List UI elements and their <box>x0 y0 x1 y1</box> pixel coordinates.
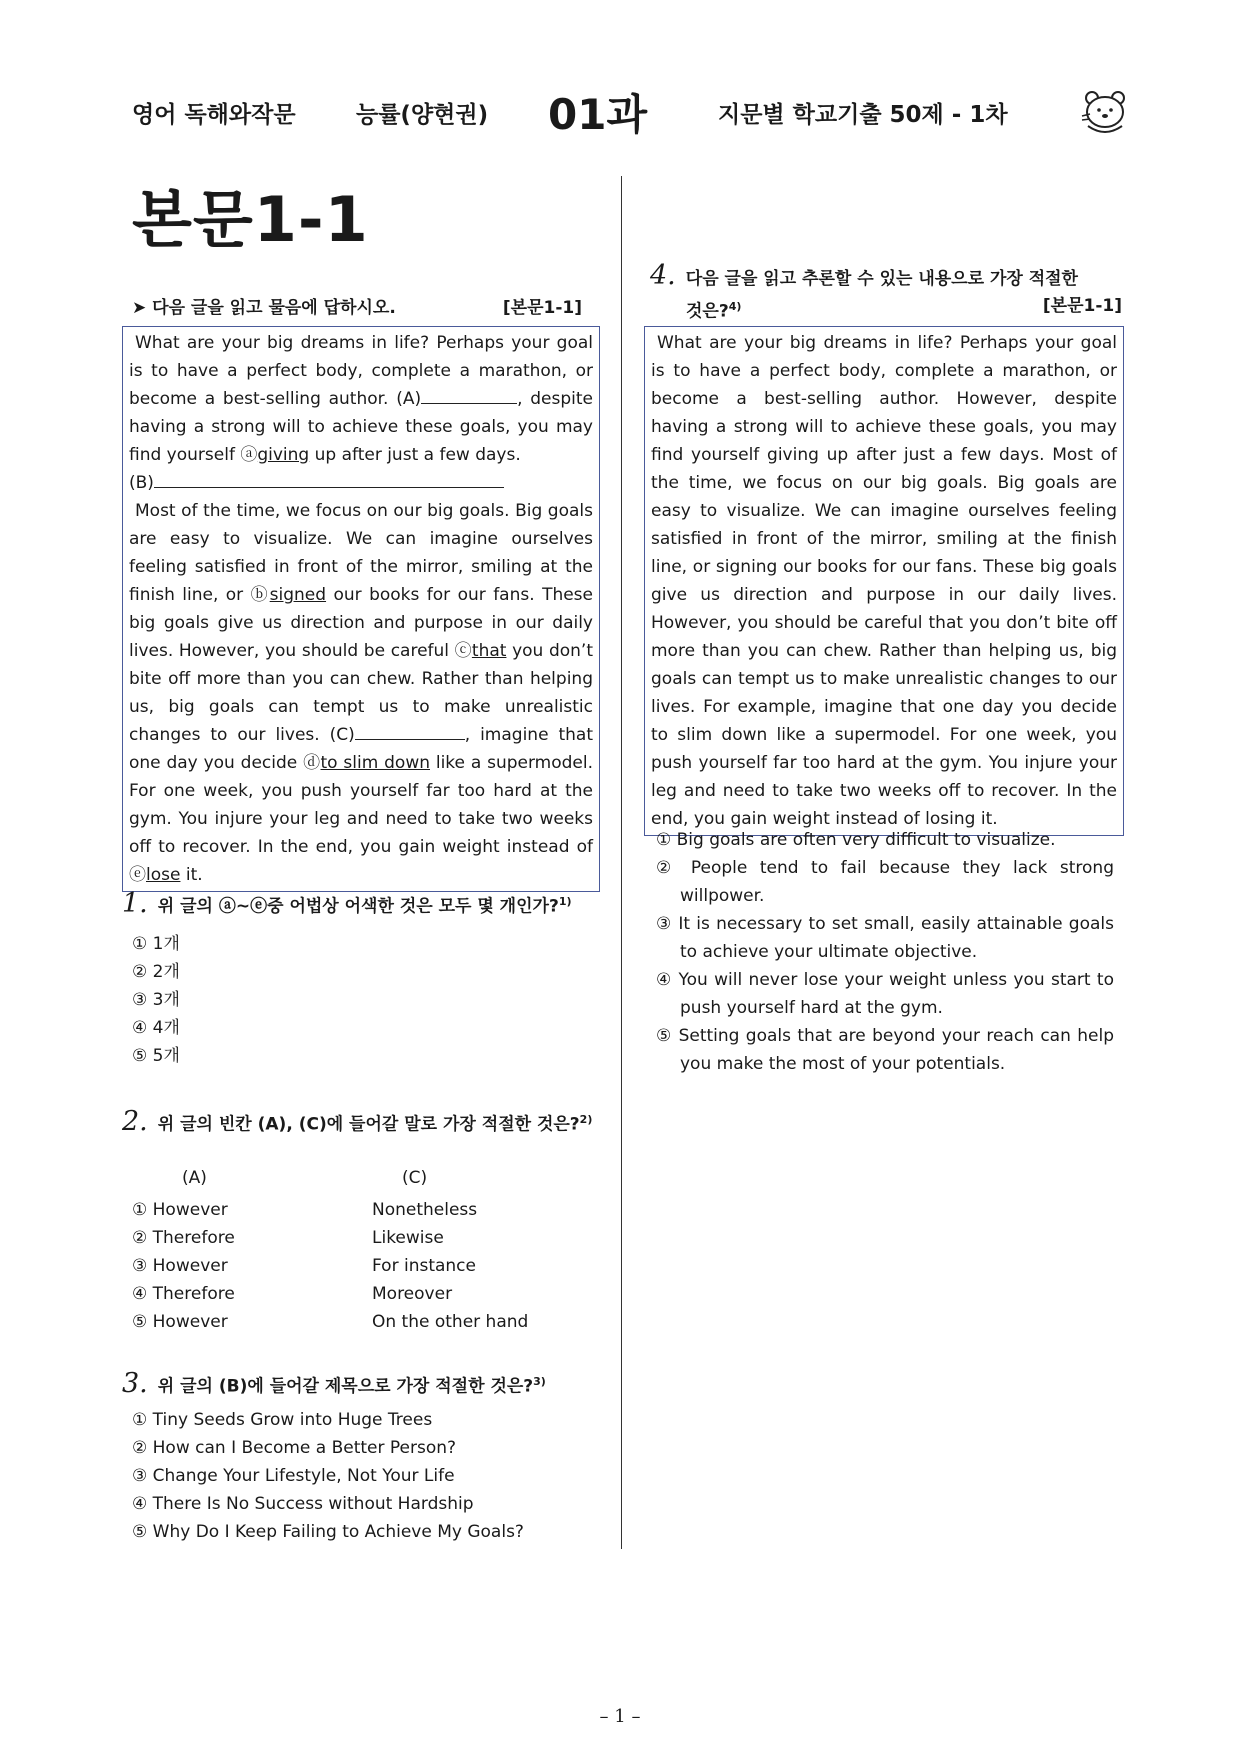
option[interactable] <box>132 1196 592 1224</box>
underlined-word-a: giving <box>257 445 310 465</box>
passage-box-2 <box>644 326 1124 836</box>
question-number: 3. <box>122 1367 148 1399</box>
question-4 <box>650 262 1128 326</box>
marker-a: ⓐ <box>240 445 258 465</box>
option[interactable] <box>132 1224 592 1252</box>
question-text: 다음 글을 읽고 추론할 수 있는 내용으로 가장 적절한 <box>685 269 1078 289</box>
option-c: Nonetheless <box>372 1200 478 1220</box>
question-text: 위 글의 (B)에 들어갈 제목으로 가장 적절한 것은? <box>157 1376 534 1397</box>
blank-a <box>421 386 517 404</box>
option[interactable]: ① Big goals are often very difficult to visualize. <box>656 830 1056 850</box>
passage-text: , despite having a strong will to achieve these goals, you may find yourself <box>129 389 593 465</box>
subject-label: 영어 독해와작문 <box>132 102 296 128</box>
passage-text: , imagine that one day you decide <box>129 725 593 773</box>
option-c: For instance <box>372 1256 476 1276</box>
option[interactable]: ⑤ Why Do I Keep Failing to Achieve My Goals? <box>132 1522 524 1542</box>
q2-options <box>132 1196 592 1336</box>
page-number: – 1 – <box>599 1706 641 1727</box>
question-number: 4. <box>650 260 676 291</box>
option[interactable]: ① 1개 <box>132 934 180 954</box>
footnote-ref: 3) <box>533 1375 546 1388</box>
passage-text: What are your big dreams in life? Perhaps your goal is to have a perfect body, complete a marathon, or become a best-selling author. (A) <box>129 333 593 409</box>
passage-text: you don’t bite off more than you can chew. Rather than helping us, big goals can tempt us to make unrealistic changes to our lives. (C) <box>129 641 593 745</box>
option[interactable]: ③ Change Your Lifestyle, Not Your Life <box>132 1466 455 1486</box>
marker-c: ⓒ <box>454 641 472 661</box>
option-a: ⑤ However <box>132 1312 228 1332</box>
instruction-text: ➤ 다음 글을 읽고 물음에 답하시오. <box>132 298 396 318</box>
series-label: 지문별 학교기출 50제 - 1차 <box>718 102 1008 128</box>
question-text: 위 글의 ⓐ~ⓔ중 어법상 어색한 것은 모두 몇 개인가? <box>157 896 559 917</box>
marker-d: ⓓ <box>303 753 321 773</box>
option[interactable] <box>132 1308 592 1336</box>
marker-b: ⓑ <box>250 585 270 605</box>
blank-c <box>355 722 465 740</box>
lesson-number: 01과 <box>548 90 648 139</box>
passage-text: What are your big dreams in life? Perhaps your goal is to have a perfect body, complete a marathon, or become a best-selling author. However, despite having a strong will to achieve these goals, you may find yourself giving up after just a few days. Most of the time, we focus on our big goals. Big goals are easy to visualize. We can imagine ourselves feeling satisfied in front of the mirror, smiling at the finish line, or signing our books for our fans. These big goals give us direction and purpose in our daily lives. However, you should be careful that you don’t bite off more than you can chew. Rather than helping us, big goals can tempt us to make unrealistic changes to our lives. For example, imagine that one day you decide to slim down like a supermodel. For one week, you push yourself far too hard at the gym. You injure your leg and need to take two weeks off to recover. In the end, you gain weight instead of losing it. <box>651 333 1117 829</box>
option-a: ④ Therefore <box>132 1284 235 1304</box>
passage-text: our books for our fans. These big goals give us direction and purpose in our daily lives. However, you should be careful <box>129 585 593 661</box>
underlined-word-b: signed <box>269 585 327 605</box>
blank-b <box>154 470 504 488</box>
footnote-ref: 4) <box>728 300 742 313</box>
underlined-word-d: to slim down <box>320 753 430 773</box>
option-a: ② Therefore <box>132 1228 235 1248</box>
option-a: ① However <box>132 1200 228 1220</box>
passage-text: up after just a few days. <box>309 445 521 465</box>
question-number: 1. <box>122 887 148 919</box>
option[interactable]: ② 2개 <box>132 962 180 982</box>
blank-b-label: (B) <box>129 473 154 493</box>
column-divider <box>621 176 622 1549</box>
publisher-label: 능률(양현권) <box>356 102 489 128</box>
col-header-c: (C) <box>402 1168 428 1188</box>
option[interactable]: ⑤ Setting goals that are beyond your reach can help you make the most of your potentials. <box>656 1026 1114 1074</box>
footnote-ref: 1) <box>558 895 572 908</box>
option[interactable]: ② People tend to fail because they lack strong willpower. <box>656 858 1114 906</box>
option[interactable]: ① Tiny Seeds Grow into Huge Trees <box>132 1410 433 1430</box>
option[interactable] <box>132 1252 592 1280</box>
q3-options <box>132 1406 524 1546</box>
passage-tag: [본문1-1] <box>1042 296 1122 316</box>
option-c: Moreover <box>372 1284 453 1304</box>
footnote-ref: 2) <box>579 1113 593 1126</box>
option-a: ③ However <box>132 1256 228 1276</box>
bear-mascot-icon <box>1080 88 1130 136</box>
question-text: 것은? <box>686 301 729 322</box>
underlined-word-c: that <box>471 641 507 661</box>
q1-options <box>132 930 180 1070</box>
underlined-word-e: lose <box>146 865 181 885</box>
option[interactable]: ⑤ 5개 <box>132 1046 180 1066</box>
passage-text: Most of the time, we focus on our big goals. Big goals are easy to visualize. We can imagine ourselves feeling satisfied in front of the mirror, smiling at the finish line, or <box>129 501 593 605</box>
marker-e: ⓔ <box>129 865 146 885</box>
option[interactable]: ④ 4개 <box>132 1018 180 1038</box>
option[interactable]: ④ You will never lose your weight unless you start to push yourself hard at the gym. <box>656 970 1114 1018</box>
question-2 <box>122 1106 598 1139</box>
option[interactable]: ④ There Is No Success without Hardship <box>132 1494 474 1514</box>
option-c: On the other hand <box>372 1312 529 1332</box>
option[interactable]: ② How can I Become a Better Person? <box>132 1438 457 1458</box>
question-1 <box>122 888 602 921</box>
option[interactable]: ③ It is necessary to set small, easily attainable goals to achieve your ultimate objective. <box>656 914 1114 962</box>
instruction <box>132 293 582 318</box>
q4-options <box>656 826 1114 1078</box>
question-text: 위 글의 빈칸 (A), (C)에 들어갈 말로 가장 적절한 것은? <box>157 1114 580 1135</box>
passage-box <box>122 326 600 892</box>
option[interactable]: ③ 3개 <box>132 990 180 1010</box>
option[interactable] <box>132 1280 592 1308</box>
col-header-a: (A) <box>182 1168 207 1188</box>
passage-tag: [본문1-1] <box>502 298 582 318</box>
option-c: Likewise <box>372 1228 444 1248</box>
passage-text: like a supermodel. For one week, you push yourself far too hard at the gym. You injure your leg and need to take two weeks off to recover. In the end, you gain weight instead of <box>129 753 593 857</box>
question-number: 2. <box>122 1105 148 1137</box>
question-3 <box>122 1368 602 1401</box>
page-title: 본문1-1 <box>132 183 369 256</box>
passage-text: it. <box>180 865 203 885</box>
